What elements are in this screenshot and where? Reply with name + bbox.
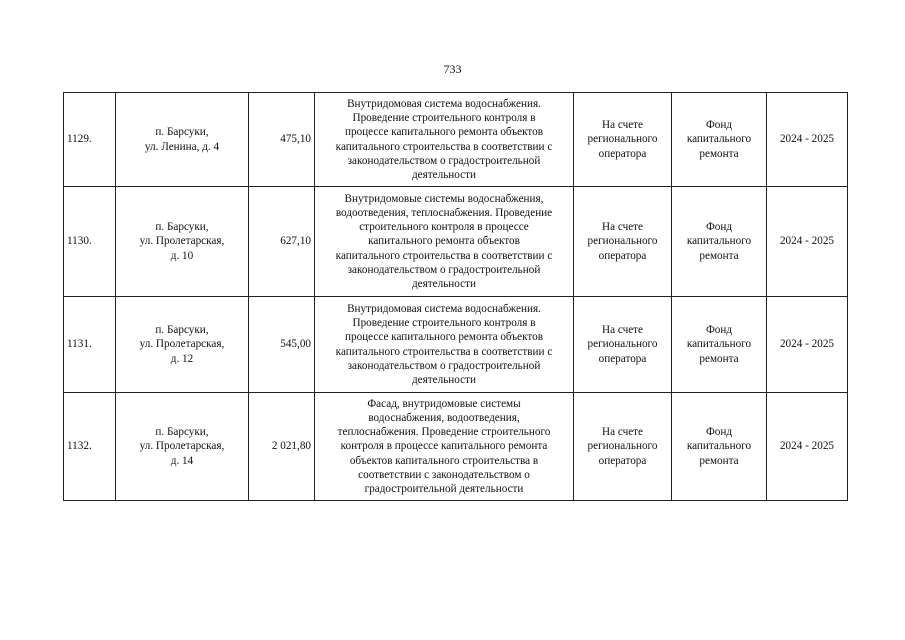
- account-method-cell-line: оператора: [598, 147, 647, 160]
- funding-source-cell: [672, 187, 767, 297]
- address-cell-line: п. Барсуки,: [155, 426, 209, 439]
- work-description-cell-line: капитального ремонта объектов: [368, 235, 520, 248]
- address-cell-line: п. Барсуки,: [155, 221, 209, 234]
- address-cell: [116, 393, 249, 501]
- account-method-cell-line: регионального: [587, 338, 658, 351]
- account-method-cell-line: На счете: [601, 426, 644, 439]
- work-description-cell: [315, 187, 574, 297]
- funding-source-cell-line: ремонта: [699, 147, 739, 160]
- period-cell: 2024 - 2025: [767, 187, 848, 297]
- funding-source-cell-line: Фонд: [705, 119, 733, 132]
- row-number-cell: 1132.: [64, 393, 116, 501]
- page-number: 733: [443, 62, 462, 76]
- row-number-cell: 1129.: [64, 93, 116, 187]
- address-cell: [116, 187, 249, 297]
- table-row: [64, 297, 848, 393]
- address-cell-line: ул. Пролетарская,: [139, 338, 225, 351]
- area-cell: 2 021,80: [249, 393, 315, 501]
- work-description-cell-line: водоснабжения, водоотведения,: [368, 411, 520, 424]
- work-description-cell-line: законодательством о градостроительной: [347, 359, 541, 372]
- work-description-cell-line: капитального строительства в соответствии с: [335, 345, 553, 358]
- work-description-cell-line: Внутридомовая система водоснабжения.: [347, 302, 541, 315]
- work-description-cell-line: Внутридомовая система водоснабжения.: [347, 97, 541, 110]
- funding-source-cell-line: ремонта: [699, 249, 739, 262]
- work-description-cell-line: Фасад, внутридомовые системы: [367, 397, 521, 410]
- work-description-cell-line: процессе капитального ремонта объектов: [344, 126, 544, 139]
- account-method-cell-line: регионального: [587, 133, 658, 146]
- funding-source-cell: [672, 393, 767, 501]
- table-row: [64, 187, 848, 297]
- work-description-cell-line: процессе капитального ремонта объектов: [344, 331, 544, 344]
- work-description-cell-line: деятельности: [411, 168, 477, 181]
- work-description-cell-line: водоотведения, теплоснабжения. Проведение: [335, 206, 553, 219]
- work-description-cell: [315, 93, 574, 187]
- row-number-cell: 1131.: [64, 297, 116, 393]
- work-description-cell-line: объектов капитального строительства в: [349, 454, 539, 467]
- account-method-cell: [574, 393, 672, 501]
- work-description-cell-line: законодательством о градостроительной: [347, 154, 541, 167]
- work-description-cell-line: капитального строительства в соответствии с: [335, 249, 553, 262]
- account-method-cell: [574, 297, 672, 393]
- funding-source-cell-line: ремонта: [699, 352, 739, 365]
- work-description-cell: [315, 297, 574, 393]
- work-description-cell: [315, 393, 574, 501]
- work-description-cell-line: законодательством о градостроительной: [347, 263, 541, 276]
- work-description-cell-line: контроля в процессе капитального ремонта: [340, 440, 548, 453]
- address-cell-line: д. 14: [170, 454, 194, 467]
- table-row: [64, 93, 848, 187]
- address-cell-line: д. 12: [170, 352, 194, 365]
- funding-source-cell-line: Фонд: [705, 221, 733, 234]
- repair-schedule-table: [63, 92, 848, 501]
- account-method-cell-line: оператора: [598, 454, 647, 467]
- funding-source-cell-line: капитального: [686, 235, 752, 248]
- address-cell-line: ул. Пролетарская,: [139, 440, 225, 453]
- funding-source-cell-line: Фонд: [705, 324, 733, 337]
- work-description-cell-line: Внутридомовые системы водоснабжения,: [344, 192, 544, 205]
- account-method-cell: [574, 187, 672, 297]
- address-cell-line: ул. Ленина, д. 4: [144, 140, 220, 153]
- work-description-cell-line: деятельности: [411, 278, 477, 290]
- work-description-cell-line: соответствии с законодательством о: [358, 468, 530, 481]
- work-description-cell-line: Проведение строительного контроля в: [352, 112, 536, 125]
- funding-source-cell: [672, 93, 767, 187]
- account-method-cell-line: регионального: [587, 235, 658, 248]
- table-row: [64, 393, 848, 501]
- account-method-cell-line: оператора: [598, 249, 647, 262]
- address-cell-line: ул. Пролетарская,: [139, 235, 225, 248]
- work-description-cell-line: Проведение строительного контроля в: [352, 317, 536, 330]
- account-method-cell-line: регионального: [587, 440, 658, 453]
- area-cell: 475,10: [249, 93, 315, 187]
- area-cell: 545,00: [249, 297, 315, 393]
- address-cell: [116, 297, 249, 393]
- funding-source-cell-line: ремонта: [699, 454, 739, 467]
- work-description-cell-line: деятельности: [411, 373, 477, 386]
- address-cell: [116, 93, 249, 187]
- row-number-cell: 1130.: [64, 187, 116, 297]
- work-description-cell-line: капитального строительства в соответствии с: [335, 140, 553, 153]
- work-description-cell-line: строительного контроля в процессе: [359, 221, 529, 234]
- table-body: [64, 93, 848, 501]
- funding-source-cell-line: капитального: [686, 440, 752, 453]
- work-description-cell-line: градостроительной деятельности: [364, 483, 524, 495]
- period-cell: 2024 - 2025: [767, 297, 848, 393]
- area-cell: 627,10: [249, 187, 315, 297]
- account-method-cell-line: На счете: [601, 324, 644, 337]
- period-cell: 2024 - 2025: [767, 393, 848, 501]
- funding-source-cell-line: капитального: [686, 133, 752, 146]
- funding-source-cell-line: Фонд: [705, 426, 733, 439]
- account-method-cell-line: На счете: [601, 221, 644, 234]
- address-cell-line: д. 10: [170, 249, 194, 262]
- funding-source-cell-line: капитального: [686, 338, 752, 351]
- address-cell-line: п. Барсуки,: [155, 324, 209, 337]
- funding-source-cell: [672, 297, 767, 393]
- account-method-cell-line: На счете: [601, 119, 644, 132]
- account-method-cell: [574, 93, 672, 187]
- account-method-cell-line: оператора: [598, 352, 647, 365]
- period-cell: 2024 - 2025: [767, 93, 848, 187]
- work-description-cell-line: теплоснабжения. Проведение строительного: [337, 426, 551, 439]
- address-cell-line: п. Барсуки,: [155, 126, 209, 139]
